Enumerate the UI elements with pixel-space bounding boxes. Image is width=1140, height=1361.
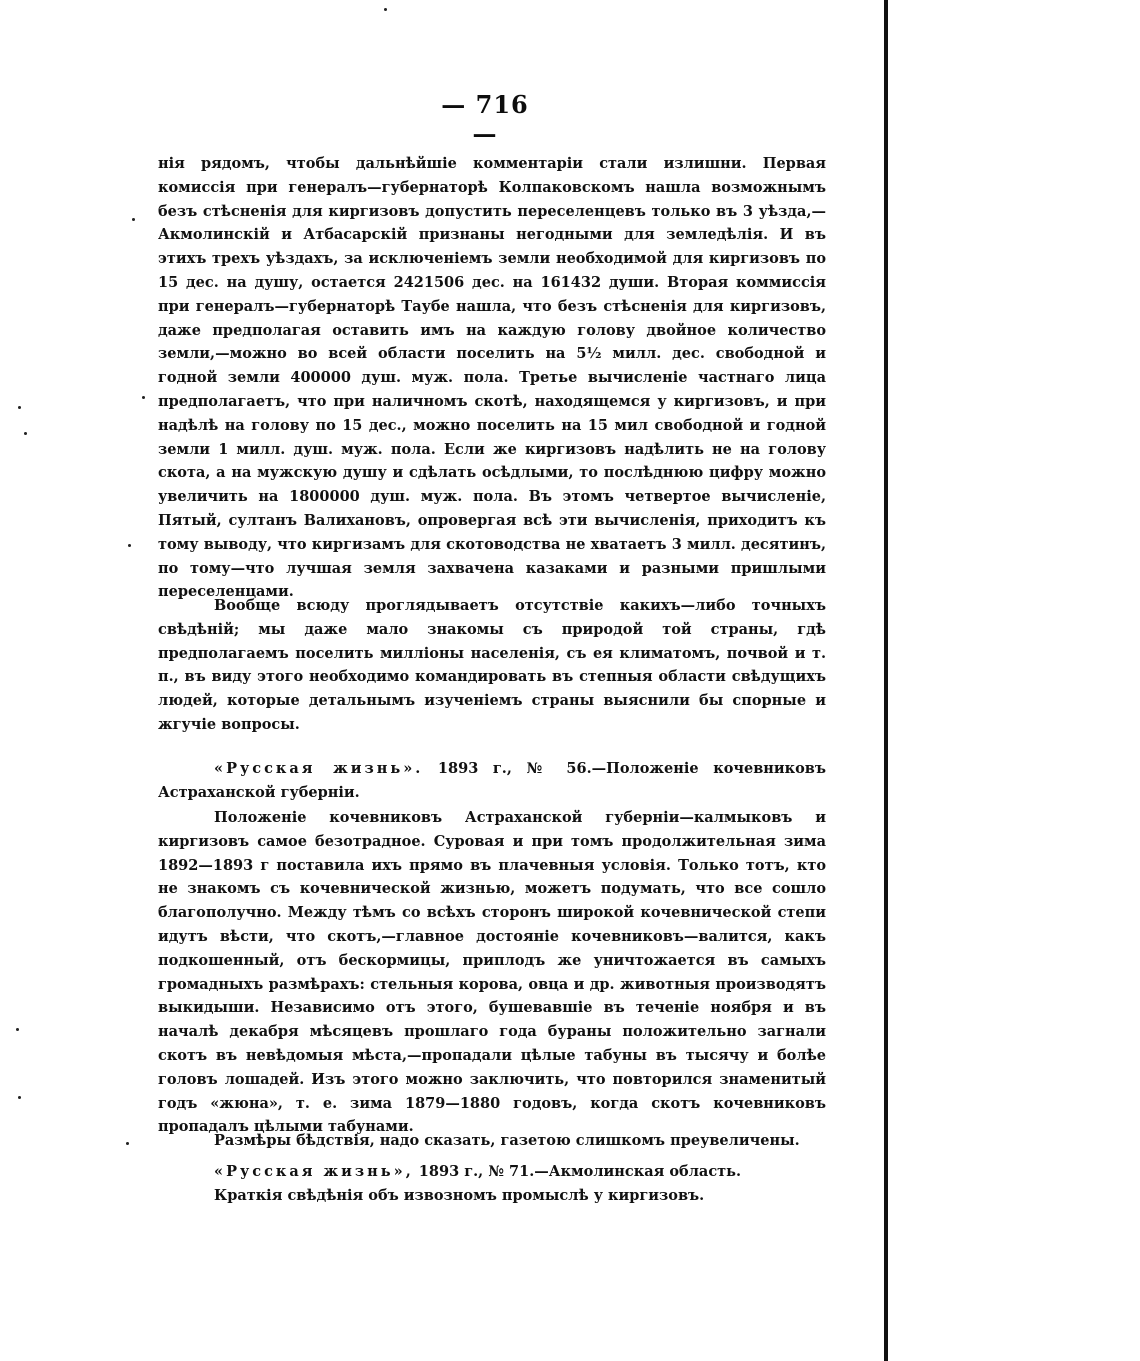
newspaper-title: «Русская жизнь», <box>214 1163 414 1180</box>
paragraph-exaggeration <box>158 1129 826 1153</box>
print-speck <box>16 1028 19 1031</box>
paragraph-text: нія рядомъ, чтобы дальнѣйшіе комментаріи стали излишни. Первая комиссія при генералъ—губернаторѣ Колпаковскомъ нашла возможнымъ безъ стѣсненія для киргизовъ допустить переселенцевъ только въ 3 уѣзда,—Акмолинскій и Атбасарскій признаны негодными для земледѣлія. И въ этихъ трехъ уѣздахъ, за исключеніемъ земли необходимой для киргизовъ по 15 дес. на душу, остается 2421506 дес. на 161432 души. Вторая коммиссія при генералъ—губернаторѣ Таубе нашла, что безъ стѣсненія для киргизовъ, даже предполагая оставить имъ на каждую голову двойное количество земли,—можно во всей области поселить на 5½ милл. дес. свободной и годной земли 400000 душ. муж. пола. Третье вычисленіе частнаго лица предполагаетъ, что при наличномъ скотѣ, находящемся у киргизовъ, и при надѣлѣ на голову по 15 дес., можно поселить на 15 мил свободной и годной земли 1 милл. душ. муж. пола. Если же киргизовъ надѣлить не на голову скота, а на мужскую душу и сдѣлать осѣдлыми, то послѣднюю цифру можно увеличить на 1800000 душ. муж. пола. Въ этомъ четвертое вычисленіе, Пятый, султанъ Валихановъ, опровергая всѣ эти вычисленія, приходитъ къ тому выводу, что киргизамъ для скотоводства не хватаетъ 3 милл. десятинъ, по тому—что лучшая земля захвачена казаками и разными пришлыми переселенцами. <box>158 155 826 601</box>
citation-russkaya-zhizn-71 <box>158 1160 826 1208</box>
page-number: — 716 — <box>441 90 529 148</box>
citation-line <box>158 1160 826 1184</box>
paragraph-text: Положеніе кочевниковъ Астраханской губерніи—калмыковъ и киргизовъ самое безотрадное. Суровая и при томъ продолжительная зима 1892—1893 г поставила ихъ прямо въ плачевныя условія. Только тотъ, кто не знакомъ съ кочевнической жизнью, можетъ подумать, что все сошло благополучно. Между тѣмъ со всѣхъ сторонъ широкой кочевнической степи идутъ вѣсти, что скотъ,—главное достояніе кочевниковъ—валится, какъ подкошенный, отъ бескормицы, приплодъ же уничтожается въ самыхъ громадныхъ размѣрахъ: стельныя корова, овца и др. животныя производятъ выкидыши. Независимо отъ этого, бушевавшіе въ теченіе ноября и въ началѣ декабря мѣсяцевъ прошлаго года бураны положительно загнали скотъ въ невѣдомыя мѣста,—пропадали цѣлые табуны въ тысячу и болѣе головъ лошадей. Изъ этого можно заключить, что повторился знаменитый годъ «жюна», т. е. зима 1879—1880 годовъ, когда скотъ кочевниковъ пропадалъ цѣлыми табунами. <box>158 809 826 1136</box>
paragraph-text: Вообще всюду проглядываетъ отсутствіе какихъ—либо точныхъ свѣдѣній; мы даже мало знакомы съ природой той страны, гдѣ предполагаемъ поселить милліоны населенія, съ ея климатомъ, почвой и т. п., въ виду этого необходимо командировать въ степныя области свѣдущихъ людей, которые детальнымъ изученіемъ страны выяснили бы спорные и жгучіе вопросы. <box>158 597 826 733</box>
paragraph-commissions <box>158 152 826 604</box>
newspaper-title: «Русская жизнь». <box>214 760 424 777</box>
paragraph-astrakhan-nomads <box>158 806 826 1139</box>
citation-line <box>158 757 826 805</box>
scan-edge-rule <box>884 0 888 1361</box>
print-speck <box>18 406 21 409</box>
print-speck <box>142 396 145 399</box>
print-speck <box>384 8 387 11</box>
print-speck <box>132 218 135 221</box>
print-speck <box>24 432 27 435</box>
citation-details: 1893 г., № 56.—Положеніе кочевниковъ Астраханской губерніи. <box>158 760 826 801</box>
citation-details: 1893 г., № 71.—Акмолинская область. <box>413 1163 742 1180</box>
citation-russkaya-zhizn-56 <box>158 757 826 805</box>
print-speck <box>126 1142 129 1145</box>
print-speck <box>18 1096 21 1099</box>
citation-subtitle: Краткія свѣдѣнія объ извозномъ промыслѣ у киргизовъ. <box>214 1186 705 1204</box>
paragraph-lack-of-data <box>158 594 826 737</box>
paragraph-text: Размѣры бѣдствія, надо сказать, газетою слишкомъ преувеличены. <box>214 1132 800 1149</box>
print-speck <box>128 544 131 547</box>
